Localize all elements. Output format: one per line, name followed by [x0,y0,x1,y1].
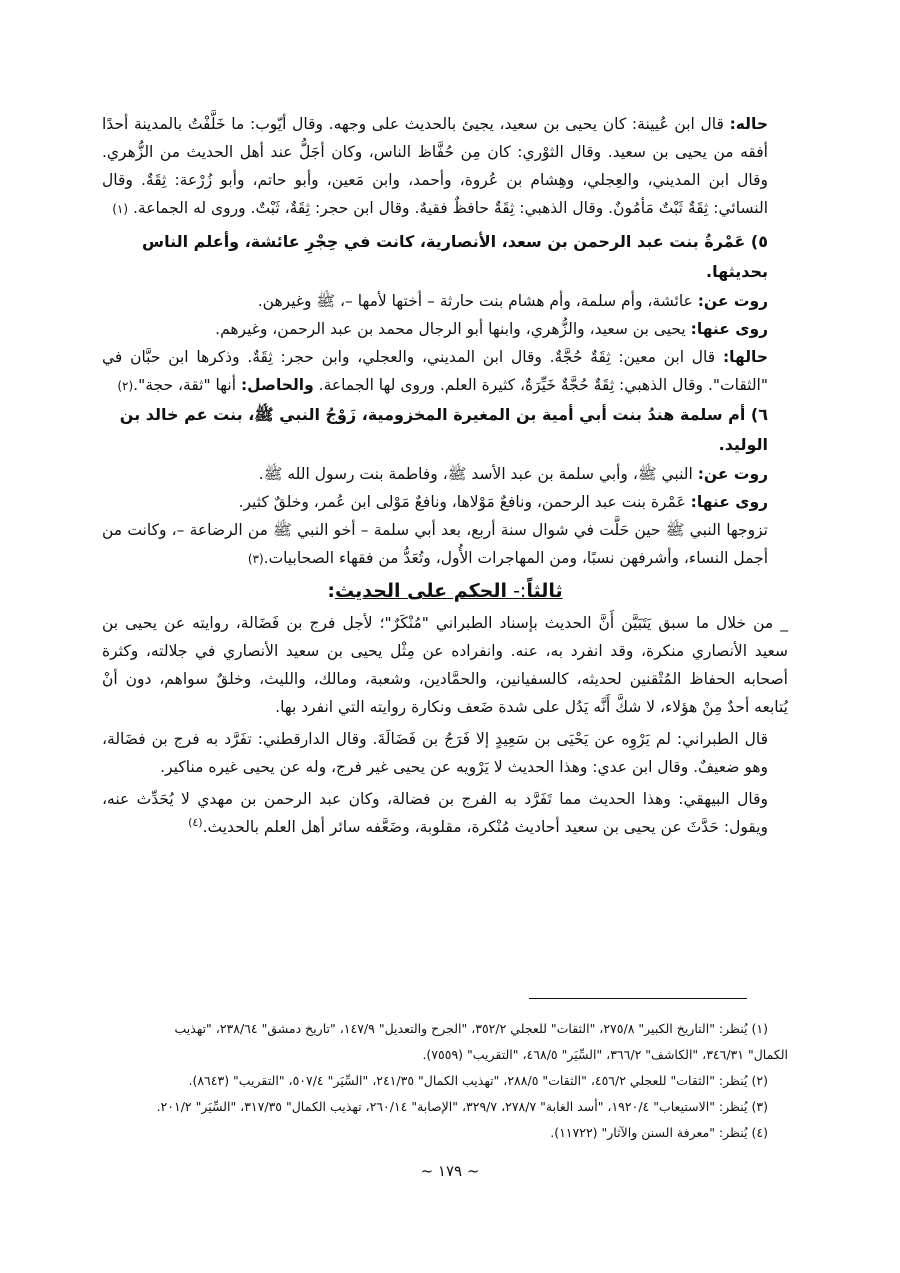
label-hal: حاله: [729,115,768,133]
label-rawat-an: روت عن: [697,292,768,310]
paragraph-rawat-an-6 [102,460,788,488]
footnote-ref-2[interactable]: (٢) [117,379,134,393]
narrator-heading-6: ٦) أم سلمة هندُ بنت أبي أمية بن المغيرة المخزومية، زَوْجُ النبي ﷺ، بنت عم خالد بن الوليد. [119,405,768,454]
haluha-text: قال ابن معين: ثِقَةٌ حُجَّةٌ. وقال ابن المديني، والعجلي، وابن حجر: ثِقَةٌ. وذكرها ابن حبَّان في "الثقات". وقال الذهبي: ثِقَةٌ حُجَّةٌ خَيِّرَةٌ، كثيرة العلم. وروى لها الجماعة. [102,348,768,394]
footnote-2: (٢) يُنظر: "الثقات" للعجلي ٤٥٦/٢، "الثقات" ٢٨٨/٥، "تهذيب الكمال" ٢٤١/٣٥، "السِّيَر" ٥٠٧/٤، "التقريب" (٨٦٤٣). [188,1073,768,1088]
footnote-1: (١) يُنظر: "التاريخ الكبير" ٢٧٥/٨، "الثقات" للعجلي ٣٥٢/٢، "الجرح والتعديل" ١٤٧/٩، "تاريخ دمشق" ٢٣٨/٦٤، "تهذيب [174,1021,768,1036]
verdict-3-text: وقال البيهقي: وهذا الحديث مما تَفَرَّد به الفرج بن فضالة، وكان عبد الرحمن بن مهدي لا يُحَدِّث عنه، ويقول: حَدَّثَ عن يحيى بن سعيد أحاديث مُنْكرة، مقلوبة، وضَعَّفه سائر أهل العلم بالحديث. [102,790,768,836]
rawa-anha-6-text: عَمْرة بنت عبد الرحمن، ونافعٌ مَوْلاها، ونافعٌ مَوْلى ابن عُمر، وخلقٌ كثير. [238,493,691,511]
section-title-colon: : [327,580,335,602]
page-number: ~ ١٧٩ ~ [420,1162,480,1180]
narrator-heading-5: ٥) عَمْرةُ بنت عبد الرحمن بن سعد، الأنصارية، كانت في حِجْرِ عائشة، وأعلم الناس بحديثها. [142,232,768,281]
footnotes [100,1016,788,1146]
section-title-ordinal: ثالثاً [526,580,563,602]
label-rawa-anha: روى عنها: [690,320,768,338]
paragraph-marriage [102,516,788,573]
footnote-4: (٤) يُنظر: "معرفة السنن والآثار" (١١٧٢٢). [550,1125,768,1140]
verdict-paragraph-1: _ من خلال ما سبق يَتَبَيَّن أَنَّ الحديث بإسناد الطبراني "مُنْكَرٌ"؛ لأجل فرج بن فَضَالة، روايته عن يحيى بن سعيد الأنصاري منكرة، وقد انفرد به، عنه. وانفراده عن مِثْل يحيى بن سعيد الأنصاري في جلالته، وكثرة أصحابه الحفاظ المُتْقنين لحديثه، كالسفيانين، والحمَّادين، وشعبة، ومالك، والليث، وخلقٌ سواهم، دون أنْ يُتابعه أحدٌ مِنْ هؤلاء، لا شكَّ أَنَّه يَدُل على شدة ضَعف ونكارة روايته التي انفرد بها. [102,614,788,716]
rawa-anha-text: يحيى بن سعيد، والزُّهري، وابنها أبو الرجال محمد بن عبد الرحمن، وغيرهم. [215,320,691,338]
paragraph-haluha-5 [102,343,788,400]
paragraph-rawat-an-5 [102,287,788,315]
paragraph-rawa-anha-5 [102,315,788,343]
marriage-text: تزوجها النبي ﷺ حين حَلَّت في شوال سنة أربع، بعد أبي سلمة – أخو النبي ﷺ من الرضاعة –، وكانت من أجمل النساء، وأشرفهن نسبًا، ومن المهاجرات الأُول، وتُعَدُّ من فقهاء الصحابيات. [102,521,768,567]
footnote-separator [529,998,747,999]
footnote-1-continued: الكمال" ٣٤٦/٣١، "الكاشف" ٣٦٦/٢، "السِّيَر" ٤٦٨/٥، "التقريب" (٧٥٥٩). [422,1047,788,1062]
paragraph-hal [102,110,788,223]
label-rawat-an-6: روت عن: [697,465,768,483]
hasil-text: أنها "ثقة، حجة". [133,376,241,394]
footnote-ref-1[interactable]: (١) [112,202,129,216]
label-rawa-anha-6: روى عنها: [690,493,768,511]
verdict-paragraph-3 [102,785,788,841]
rawat-an-text: عائشة، وأم سلمة، وأم هشام بنت حارثة – أختها لأمها –، ﷺ وغيرهن. [257,292,698,310]
footnote-ref-4[interactable]: (٤) [188,815,203,829]
section-title [102,575,788,607]
label-hasil: والحاصل: [240,376,314,394]
paragraph-rawa-anha-6 [102,488,788,516]
verdict-paragraph-2: قال الطبراني: لم يَرْوِه عن يَحْيَى بن سَعِيدٍ إلا فَرَجُ بن فَضَالَةَ. وقال الدارقطني: تفَرَّد به فرج بن فضَالة، وهو ضعيفٌ. وقال ابن عدي: وهذا الحديث لا يَرْويه عن يحيى غير فرج، وله عن يحيى غيره مناكير. [102,730,768,776]
footnote-3: (٣) يُنظر: "الاستيعاب" ١٩٢٠/٤، "أسد الغابة" ٢٧٨/٧، ٣٢٩/٧، "الإصابة" ٢٦٠/١٤، تهذيب الكمال" ٣١٧/٣٥، "السِّيَر" ٢٠١/٢. [156,1099,768,1114]
section-title-text: الحكم على الحديث [334,580,508,602]
section-title-separator: :- [507,580,527,602]
rawat-an-6-text: النبي ﷺ، وأبي سلمة بن عبد الأسد ﷺ، وفاطمة بنت رسول الله ﷺ. [258,465,698,483]
label-haluha: حالها: [722,348,768,366]
hal-text: قال ابن عُيينة: كان يحيى بن سعيد، يجيئ بالحديث على وجهه. وقال أيّوب: ما خَلَّفْتُ بالمدينة أحدًا أفقه من يحيى بن سعيد. وقال الثوْري: كان مِن حُفَّاظ الناس، وكان أجَلُّ عند أهل الحديث من الزُّهري. وقال ابن المديني، والعِجلي، وهِشام بن عُروة، وأحمد، وابن مَعين، وأبو حاتم، وأبو زُرْعة: ثِقَةٌ. وقال النسائي: ثِقَةٌ ثَبْتٌ مَأمُونٌ. وقال الذهبي: ثِقَةٌ حافظٌ فقيهٌ. وقال ابن حجر: ثِقَةٌ، ثَبْتٌ. وروى له الجماعة. [102,115,768,217]
footnote-ref-3[interactable]: (٣) [247,552,264,566]
